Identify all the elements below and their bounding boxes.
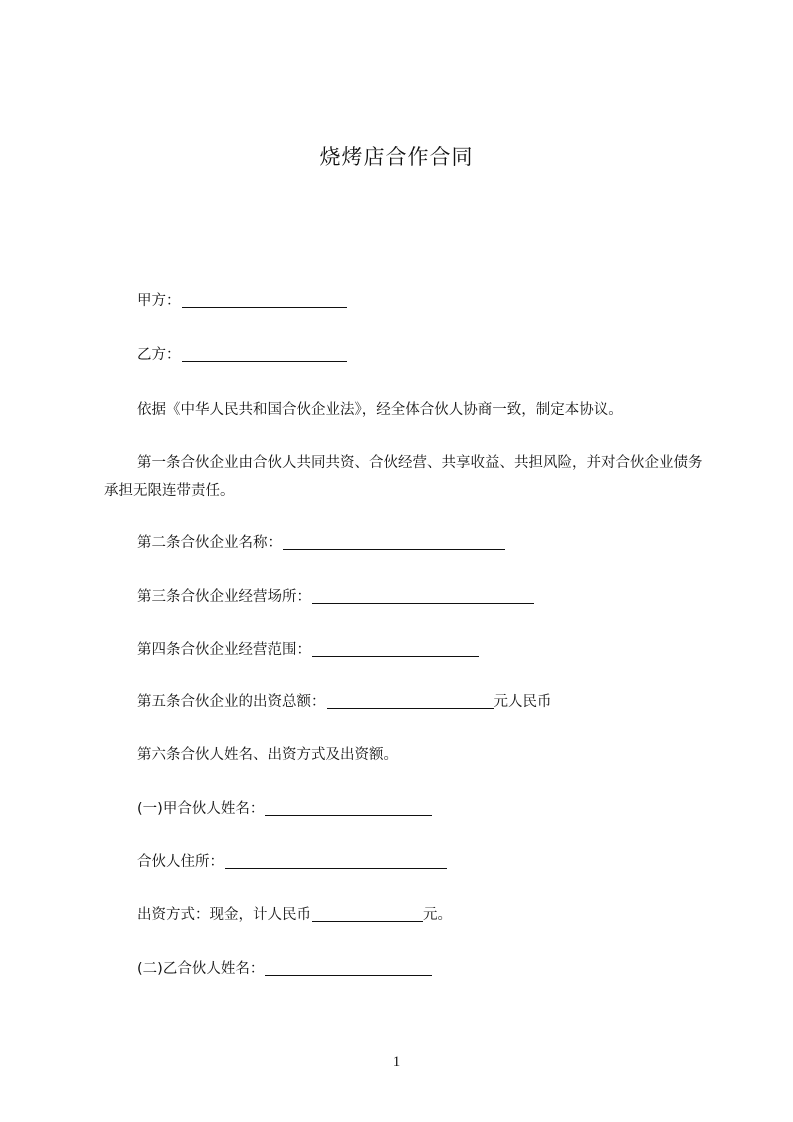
partner-a-name-line (137, 795, 432, 823)
partner-a-name-blank (265, 798, 432, 816)
partner-address-blank (225, 851, 447, 869)
party-a-blank (182, 290, 347, 308)
contribution-label: 出资方式：现金，计人民币 (137, 907, 311, 923)
contribution-suffix: 元。 (423, 907, 452, 923)
article-2-label: 第二条合伙企业名称： (137, 535, 282, 551)
article-3-blank (312, 586, 534, 604)
preamble: 依据《中华人民共和国合伙企业法》，经全体合伙人协商一致，制定本协议。 (137, 402, 623, 418)
partner-a-name-label: (一)甲合伙人姓名： (137, 801, 265, 817)
article-4-blank (312, 639, 479, 657)
article-3-label: 第三条合伙企业经营场所： (137, 589, 311, 605)
article-5-label: 第五条合伙企业的出资总额： (137, 694, 326, 710)
article-1: 第一条合伙企业由合伙人共同共资、合伙经营、共享收益、共担风险，并对合伙企业债务承担无限连带责任。 (104, 455, 703, 499)
article-6: 第六条合伙人姓名、出资方式及出资额。 (137, 747, 398, 763)
article-4-line (137, 636, 479, 664)
contribution-blank (312, 904, 423, 922)
article-5-line (137, 688, 552, 716)
party-a-label: 甲方： (137, 293, 181, 309)
article-4-label: 第四条合伙企业经营范围： (137, 642, 311, 658)
party-b-line (137, 341, 347, 369)
party-b-label: 乙方： (137, 347, 181, 363)
article-5-suffix: 元人民币 (493, 694, 552, 710)
partner-address-label: 合伙人住所： (137, 854, 224, 870)
document-title: 烧烤店合作合同 (319, 145, 474, 169)
partner-address-line (137, 848, 447, 876)
party-a-line (137, 287, 347, 315)
page-number: 1 (392, 1054, 401, 1070)
partner-b-name-blank (265, 958, 432, 976)
article-5-blank (327, 691, 494, 709)
partner-b-name-label: (二)乙合伙人姓名： (137, 961, 265, 977)
article-2-blank (283, 532, 505, 550)
article-3-line (137, 583, 534, 611)
partner-b-name-line (137, 955, 432, 983)
article-2-line (137, 529, 505, 557)
party-b-blank (182, 344, 347, 362)
contribution-line (137, 901, 452, 929)
